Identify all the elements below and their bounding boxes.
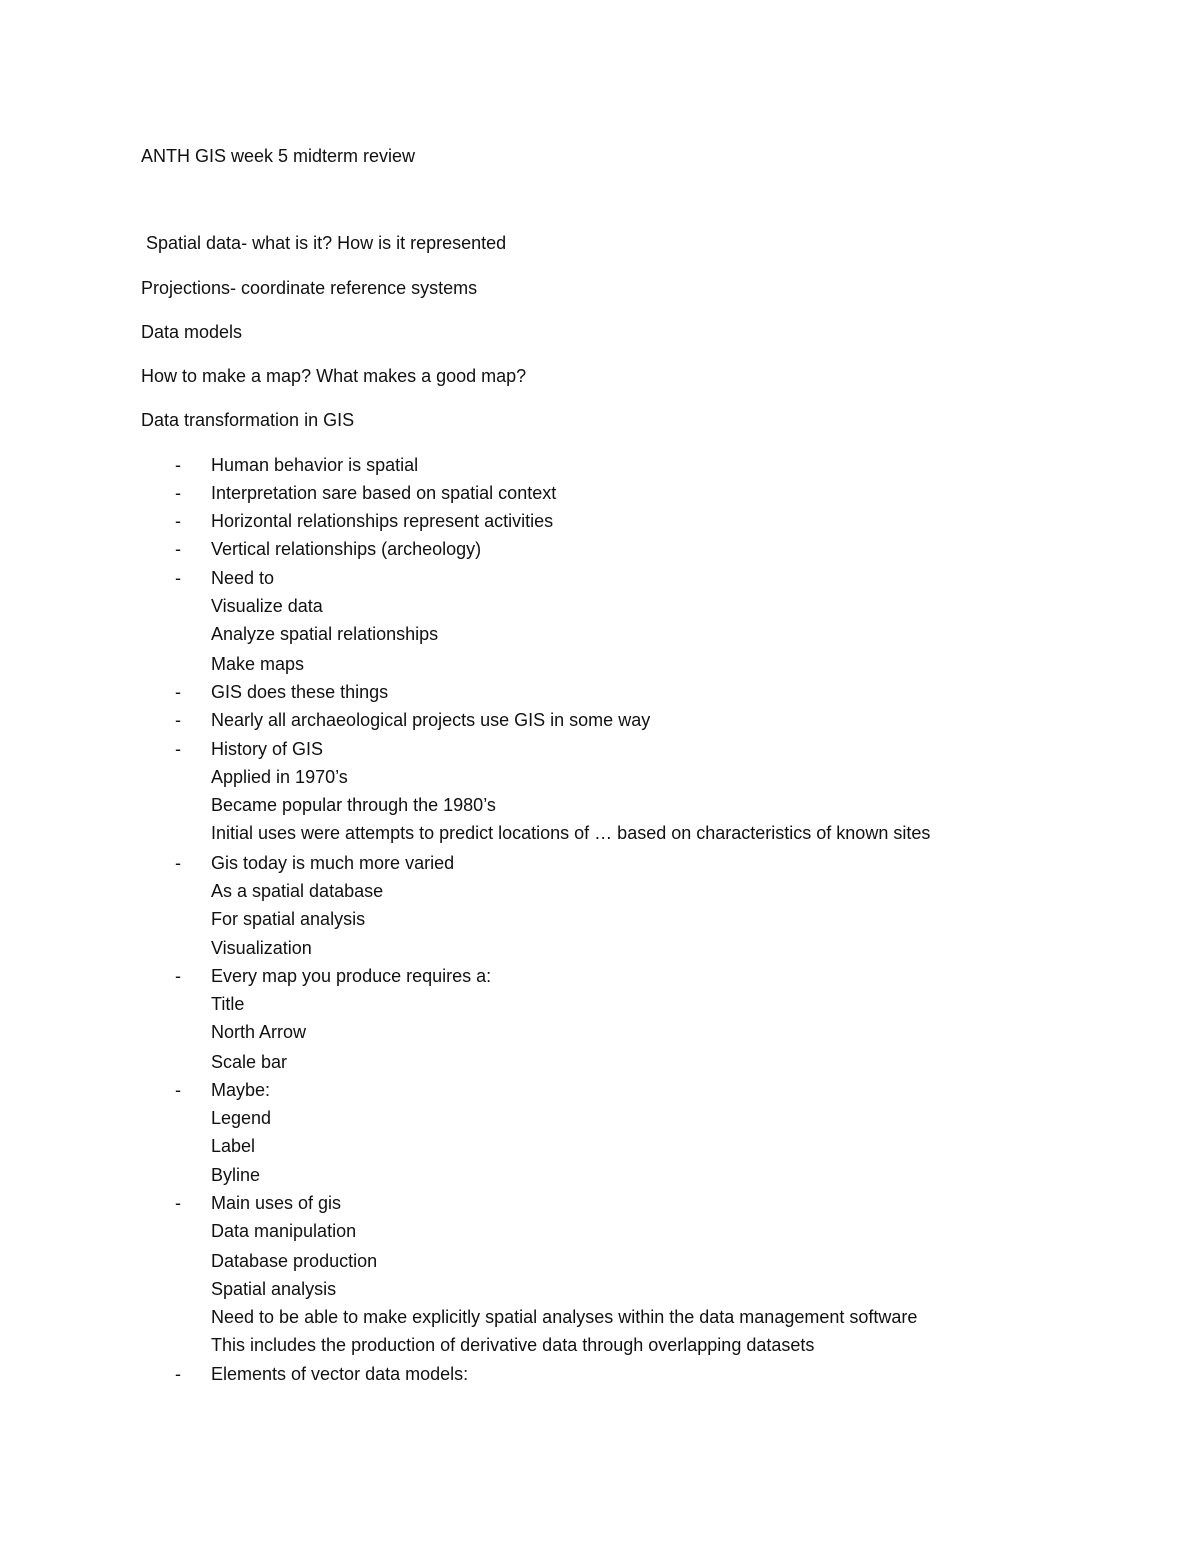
list-item: Initial uses were attempts to predict locations of … based on characteristics of known sites (211, 823, 931, 843)
bullet-marker: - (175, 1193, 181, 1213)
list-item: Legend (211, 1108, 272, 1128)
list-item: Applied in 1970’s (211, 767, 348, 787)
list-item: Maybe: (211, 1080, 271, 1100)
bullet-marker: - (175, 710, 181, 730)
list-item: Visualize data (211, 596, 323, 616)
heading-projections: Projections- coordinate reference systems (141, 278, 478, 298)
list-item: Need to (211, 568, 275, 588)
bullet-marker: - (175, 1364, 181, 1384)
bullet-marker: - (175, 511, 181, 531)
list-item: Main uses of gis (211, 1193, 342, 1213)
list-item: Elements of vector data models: (211, 1364, 469, 1384)
list-item: Analyze spatial relationships (211, 624, 439, 644)
list-item: Database production (211, 1251, 378, 1271)
list-item: Scale bar (211, 1052, 288, 1072)
list-item: Vertical relationships (archeology) (211, 539, 482, 559)
list-item: Horizontal relationships represent activities (211, 511, 554, 531)
list-item: Make maps (211, 654, 305, 674)
bullet-marker: - (175, 853, 181, 873)
bullet-marker: - (175, 455, 181, 475)
list-item: This includes the production of derivative data through overlapping datasets (211, 1335, 815, 1355)
list-item: Human behavior is spatial (211, 455, 419, 475)
list-item: Label (211, 1136, 256, 1156)
list-item: For spatial analysis (211, 909, 366, 929)
list-item: Data manipulation (211, 1221, 357, 1241)
bullet-marker: - (175, 682, 181, 702)
heading-spatial-data: Spatial data- what is it? How is it represented (141, 233, 507, 253)
list-item: Visualization (211, 938, 312, 958)
list-item: Need to be able to make explicitly spatial analyses within the data management software (211, 1307, 918, 1327)
heading-data-models: Data models (141, 322, 243, 342)
list-item: Title (211, 994, 245, 1014)
list-item: Every map you produce requires a: (211, 966, 492, 986)
bullet-marker: - (175, 568, 181, 588)
list-item: Interpretation sare based on spatial context (211, 483, 557, 503)
list-item: As a spatial database (211, 881, 384, 901)
list-item: GIS does these things (211, 682, 389, 702)
bullet-marker: - (175, 1080, 181, 1100)
list-item: Spatial analysis (211, 1279, 337, 1299)
list-item: Nearly all archaeological projects use GIS in some way (211, 710, 651, 730)
heading-data-transformation: Data transformation in GIS (141, 410, 355, 430)
bullet-marker: - (175, 966, 181, 986)
list-item: History of GIS (211, 739, 324, 759)
bullet-marker: - (175, 739, 181, 759)
list-item: Became popular through the 1980’s (211, 795, 496, 815)
bullet-marker: - (175, 539, 181, 559)
list-item: Gis today is much more varied (211, 853, 455, 873)
heading-make-a-map: How to make a map? What makes a good map? (141, 366, 527, 386)
document-title: ANTH GIS week 5 midterm review (141, 146, 416, 166)
bullet-marker: - (175, 483, 181, 503)
list-item: Byline (211, 1165, 261, 1185)
list-item: North Arrow (211, 1022, 307, 1042)
